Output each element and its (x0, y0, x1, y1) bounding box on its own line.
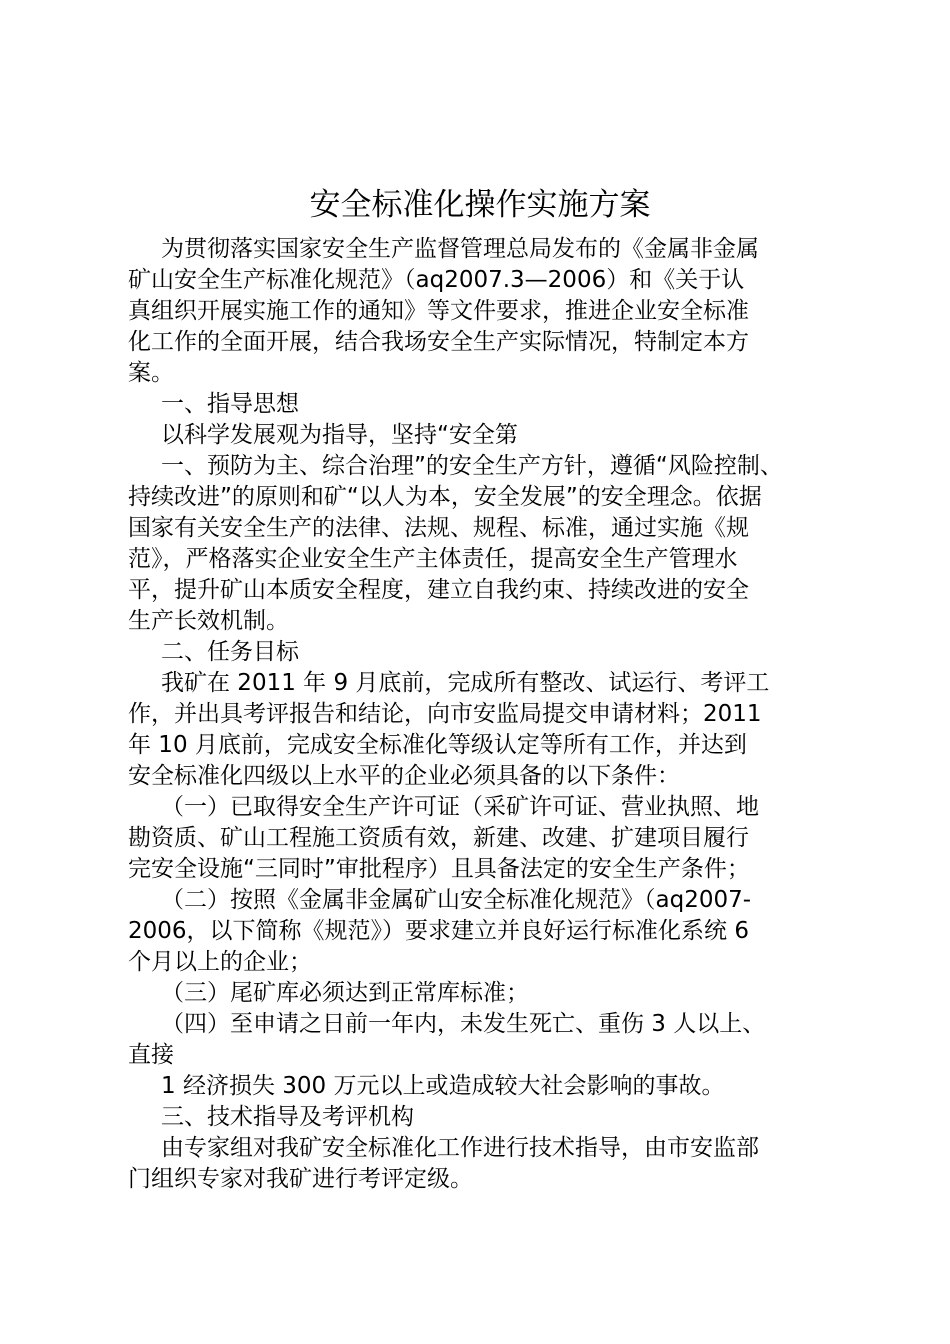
paragraph-line: 2006，以下简称《规范》）要求建立并良好运行标准化系统 6 (128, 918, 749, 944)
paragraph-line: 由专家组对我矿安全标准化工作进行技术指导，由市安监部 (161, 1135, 759, 1161)
paragraph-line: 以科学发展观为指导，坚持“安全第 (161, 422, 518, 448)
list-item: （三）尾矿库必须达到正常库标准； (161, 980, 529, 1006)
paragraph-line: 个月以上的企业； (128, 949, 312, 975)
paragraph-line: 门组织专家对我矿进行考评定级。 (128, 1166, 473, 1192)
paragraph-line: 生产长效机制。 (128, 608, 289, 634)
paragraph-line: 勘资质、矿山工程施工资质有效，新建、改建、扩建项目履行 (128, 825, 749, 851)
paragraph-line: 平，提升矿山本质安全程度，建立自我约束、持续改进的安全 (128, 577, 749, 603)
paragraph-line: 一、预防为主、综合治理”的安全生产方针，遵循“风险控制、 (161, 453, 783, 479)
paragraph-line: 年 10 月底前，完成安全标准化等级认定等所有工作，并达到 (128, 732, 747, 758)
paragraph-line: 1 经济损失 300 万元以上或造成较大社会影响的事故。 (161, 1073, 725, 1099)
list-item: （一）已取得安全生产许可证（采矿许可证、营业执照、地 (161, 794, 759, 820)
paragraph-line: 范》，严格落实企业安全生产主体责任，提高安全生产管理水 (128, 546, 738, 572)
list-item: （四）至申请之日前一年内，未发生死亡、重伤 3 人以上、 (161, 1011, 766, 1037)
paragraph-line: 安全标准化四级以上水平的企业必须具备的以下条件： (128, 763, 680, 789)
section-heading: 二、任务目标 (161, 639, 299, 665)
paragraph-line: 为贯彻落实国家安全生产监督管理总局发布的《金属非金属 (161, 236, 759, 262)
paragraph-line: 真组织开展实施工作的通知》等文件要求，推进企业安全标准 (128, 298, 749, 324)
paragraph-line: 矿山安全生产标准化规范》（aq2007.3—2006）和《关于认 (128, 267, 745, 293)
paragraph-line: 案。 (128, 360, 174, 386)
list-item: （二）按照《金属非金属矿山安全标准化规范》（aq2007- (161, 887, 752, 913)
section-heading: 三、技术指导及考评机构 (161, 1104, 414, 1130)
paragraph-line: 我矿在 2011 年 9 月底前，完成所有整改、试运行、考评工 (161, 670, 770, 696)
section-heading: 一、指导思想 (161, 391, 299, 417)
paragraph-line: 作，并出具考评报告和结论，向市安监局提交申请材料；2011 (128, 701, 762, 727)
paragraph-line: 完安全设施“三同时”审批程序）且具备法定的安全生产条件； (128, 856, 750, 882)
paragraph-line: 国家有关安全生产的法律、法规、规程、标准，通过实施《规 (128, 515, 749, 541)
paragraph-line: 直接 (128, 1042, 174, 1068)
paragraph-line: 化工作的全面开展，结合我场安全生产实际情况，特制定本方 (128, 329, 749, 355)
paragraph-line: 持续改进”的原则和矿“以人为本，安全发展”的安全理念。依据 (128, 484, 762, 510)
document-title: 安全标准化操作实施方案 (309, 187, 651, 223)
